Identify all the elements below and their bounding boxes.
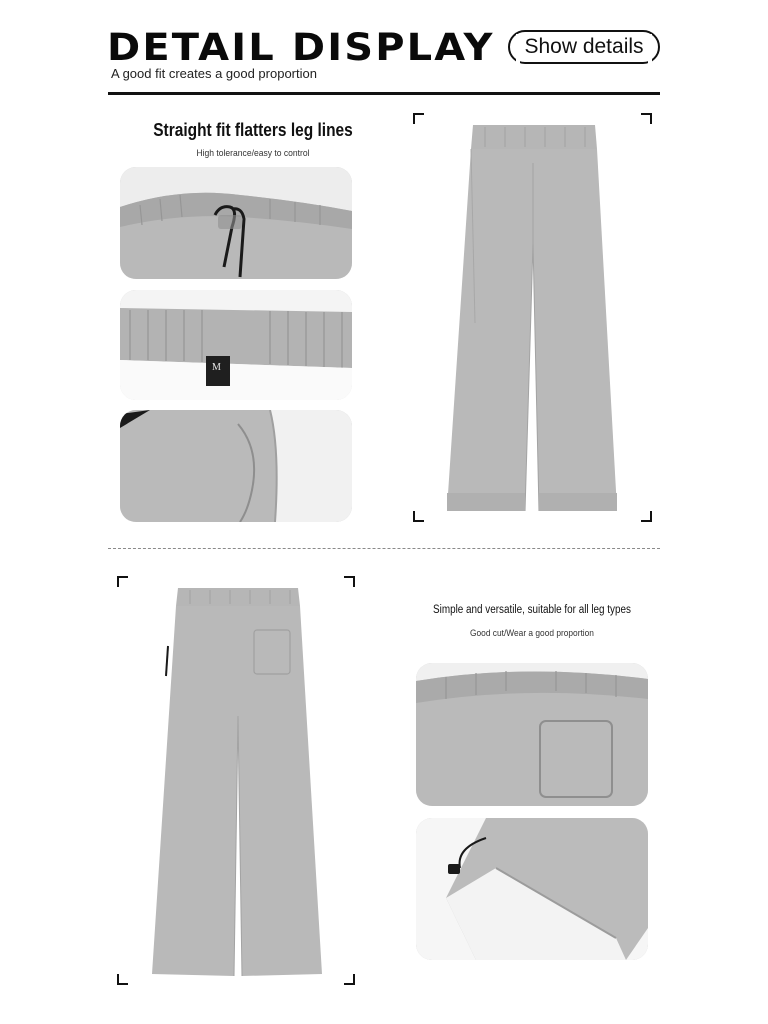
frame-corner: [413, 511, 424, 522]
frame-corner: [641, 511, 652, 522]
section-one-heading: Straight fit flatters leg lines: [153, 120, 353, 140]
show-details-button[interactable]: [508, 30, 660, 64]
size-tag-label: M: [212, 362, 221, 373]
back-pocket-photo: [416, 663, 648, 806]
section-two-subheading: Good cut/Wear a good proportion: [470, 628, 594, 639]
show-details-label: Show details: [524, 35, 644, 58]
front-pants-image: [445, 123, 620, 516]
page-title: DETAIL DISPLAY: [107, 26, 495, 69]
frame-corner: [413, 113, 424, 124]
frame-corner: [117, 576, 128, 587]
section-one-subheading: High tolerance/easy to control: [196, 148, 310, 159]
frame-corner: [344, 974, 355, 985]
frame-corner: [117, 974, 128, 985]
section-two-heading: Simple and versatile, suitable for all leg types: [433, 604, 631, 616]
page-subtitle: A good fit creates a good proportion: [111, 66, 317, 81]
hem-toggle-photo: [416, 818, 648, 960]
frame-corner: [344, 576, 355, 587]
side-pocket-photo: [120, 410, 352, 522]
frame-corner: [641, 113, 652, 124]
waistband-drawstring-photo: [120, 167, 352, 279]
section-divider: [108, 548, 660, 549]
header-rule: [108, 92, 660, 95]
back-pants-image: [150, 586, 325, 978]
waistband-tag-photo: [120, 290, 352, 400]
